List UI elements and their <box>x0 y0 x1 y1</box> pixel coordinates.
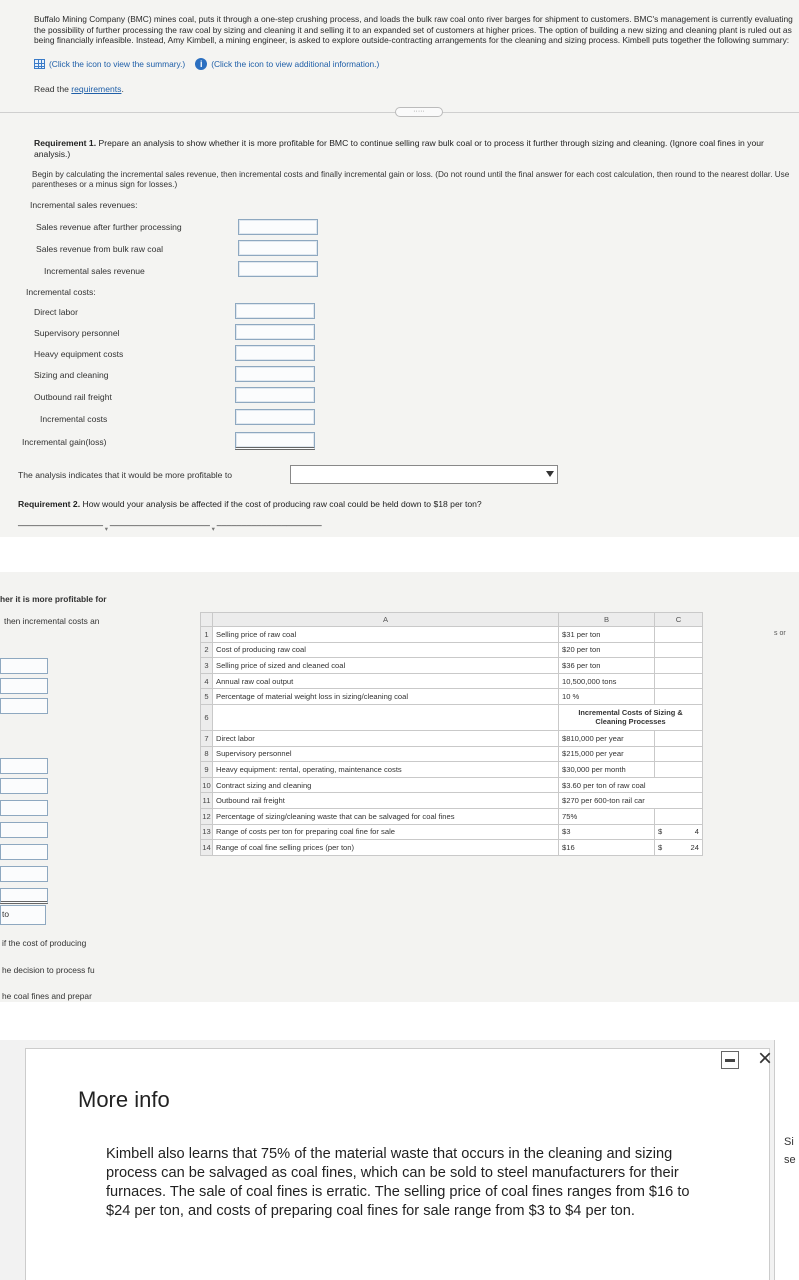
cell-c <box>655 824 703 840</box>
left-box-1[interactable] <box>0 658 48 674</box>
row-number: 4 <box>201 673 213 689</box>
left-cut-cost: if the cost of producing <box>2 938 87 948</box>
table-row <box>201 658 703 674</box>
info-icon[interactable]: i <box>195 58 207 70</box>
table-row <box>201 704 703 730</box>
input-incremental-costs[interactable] <box>235 409 315 425</box>
cell-a: Percentage of material weight loss in sizing/cleaning coal <box>213 689 559 705</box>
cell-a: Cost of producing raw coal <box>213 642 559 658</box>
label-incremental-costs-header: Incremental costs: <box>26 287 96 297</box>
req1-heading: Requirement 1. <box>34 138 97 148</box>
cell-b: 10 % <box>559 689 655 705</box>
input-outbound-rail[interactable] <box>235 387 315 403</box>
cell-c <box>655 840 703 856</box>
row-number: 12 <box>201 808 213 824</box>
cell-c <box>655 746 703 762</box>
row-number: 11 <box>201 793 213 809</box>
left-box-5[interactable] <box>0 778 48 794</box>
input-incremental-gain[interactable] <box>235 432 315 450</box>
row-number: 14 <box>201 840 213 856</box>
row-number: 7 <box>201 730 213 746</box>
table-row <box>201 762 703 778</box>
cell-a: Supervisory personnel <box>213 746 559 762</box>
input-incremental-sales-revenue[interactable] <box>238 261 318 277</box>
label-supervisory: Supervisory personnel <box>34 328 120 338</box>
expand-handle[interactable]: ····· <box>395 107 443 117</box>
cell-b: $36 per ton <box>559 658 655 674</box>
cell-c <box>655 673 703 689</box>
close-icon[interactable]: × <box>758 1045 773 1072</box>
cell-b: $215,000 per year <box>559 746 655 762</box>
cell-b: $3 <box>559 824 655 840</box>
table-row <box>201 808 703 824</box>
left-box-7[interactable] <box>0 822 48 838</box>
cell-a: Annual raw coal output <box>213 673 559 689</box>
cell-a: Selling price of raw coal <box>213 627 559 643</box>
incremental-costs-heading: Incremental Costs of Sizing & Cleaning Processes <box>559 704 703 730</box>
col-header-a: A <box>213 613 559 627</box>
cell-a <box>213 704 559 730</box>
left-box-6[interactable] <box>0 800 48 816</box>
cell-b: $30,000 per month <box>559 762 655 778</box>
requirements-link[interactable]: requirements <box>71 84 122 94</box>
cell-c <box>655 658 703 674</box>
problem-intro: Buffalo Mining Company (BMC) mines coal, puts it through a one-step crushing process, and loads the bulk raw coal onto river barges for shipment to customers. BMC's management is currently evaluating the possibility of further processing the raw coal by sizing and cleaning it and selling it to an expanded set of customers at higher prices. The option of building a new sizing and cleaning plant is ruled out as being financially infeasible. Instead, Amy Kimbell, a mining engineer, is asked to explore outside-contracting arrangements for the cleaning and sizing process. Kimbell puts together the following summary: <box>34 14 793 46</box>
table-row <box>201 689 703 705</box>
requirement-1-text <box>34 138 794 159</box>
row-number: 1 <box>201 627 213 643</box>
input-heavy-equipment[interactable] <box>235 345 315 361</box>
cell-c-value: 4 <box>694 827 699 837</box>
cell-c <box>655 627 703 643</box>
dialog-title: More info <box>78 1087 170 1112</box>
table-row <box>201 793 703 809</box>
label-incremental-sales-revenues: Incremental sales revenues: <box>30 200 138 210</box>
row-number: 9 <box>201 762 213 778</box>
req2-heading: Requirement 2. <box>18 499 81 509</box>
row-number: 6 <box>201 704 213 730</box>
cell-b: $31 per ton <box>559 627 655 643</box>
req1-instructions: Begin by calculating the incremental sales revenue, then incremental costs and finally incremental gain or loss. (Do not round until the final answer for each cost calculation, then round to the nearest dollar. Use parentheses or a minus sign for losses.) <box>32 170 790 189</box>
left-box-8[interactable] <box>0 844 48 860</box>
input-direct-labor[interactable] <box>235 303 315 319</box>
cell-a: Percentage of sizing/cleaning waste that can be salvaged for coal fines <box>213 808 559 824</box>
label-incremental-gain: Incremental gain(loss) <box>22 437 107 447</box>
cell-a: Range of costs per ton for preparing coal fine for sale <box>213 824 559 840</box>
table-row <box>201 777 703 793</box>
table-row <box>201 673 703 689</box>
read-suffix: . <box>121 84 124 94</box>
cell-b: $810,000 per year <box>559 730 655 746</box>
row-number: 8 <box>201 746 213 762</box>
label-outbound-rail: Outbound rail freight <box>34 392 112 402</box>
label-heavy-equipment: Heavy equipment costs <box>34 349 124 359</box>
requirement-2-text <box>18 499 482 509</box>
left-cut-2: then incremental costs an <box>4 616 100 626</box>
currency-symbol: $ <box>658 842 663 852</box>
more-info-panel <box>0 1040 799 1280</box>
summary-panel <box>0 572 799 1002</box>
table-row <box>201 627 703 643</box>
summary-link[interactable]: (Click the icon to view the summary.) <box>49 59 186 69</box>
dialog-body: Kimbell also learns that 75% of the material waste that occurs in the cleaning and sizing process can be salvaged as coal fines, which can be sold to steel manufacturers for their furnaces. The sale of coal fines is erratic. The selling price of coal fines ranges from $16 to $24 per ton, and costs of preparing coal fines for sale range from $3 to $4 per ton. <box>106 1146 690 1219</box>
cell-b: 75% <box>559 808 655 824</box>
table-grid-icon[interactable] <box>34 59 45 69</box>
right-edge-strip <box>774 1040 799 1280</box>
input-supervisory[interactable] <box>235 324 315 340</box>
col-header-b: B <box>559 613 655 627</box>
strip-text-2: se <box>784 1154 796 1166</box>
right-cut: s or <box>774 630 786 637</box>
input-sales-bulk[interactable] <box>238 240 318 256</box>
label-incremental-sales-revenue: Incremental sales revenue <box>44 266 145 276</box>
cell-a: Direct labor <box>213 730 559 746</box>
read-requirements <box>34 84 124 94</box>
label-direct-labor: Direct labor <box>34 307 78 317</box>
left-cut-decision: he decision to process fu <box>2 965 95 975</box>
left-cut-1: her it is more profitable for <box>0 594 107 604</box>
label-sales-bulk: Sales revenue from bulk raw coal <box>36 244 164 254</box>
cell-a: Selling price of sized and cleaned coal <box>213 658 559 674</box>
cell-b: $16 <box>559 840 655 856</box>
col-header-c: C <box>655 613 703 627</box>
row-number: 13 <box>201 824 213 840</box>
row-number: 10 <box>201 777 213 793</box>
currency-symbol: $ <box>658 827 663 837</box>
table-row <box>201 746 703 762</box>
cell-c <box>655 808 703 824</box>
label-sizing-cleaning: Sizing and cleaning <box>34 370 109 380</box>
summary-spreadsheet <box>200 612 703 856</box>
more-info-dialog <box>25 1045 773 1280</box>
req1-body: Prepare an analysis to show whether it is more profitable for BMC to continue selling raw bulk coal or to process it further through sizing and cleaning. (Ignore coal fines in your analysis.) <box>34 138 764 159</box>
strip-text-1: Si <box>784 1136 794 1148</box>
table-row <box>201 840 703 856</box>
cell-b: $270 per 600-ton rail car <box>559 793 703 809</box>
analysis-dropdown[interactable] <box>290 465 558 484</box>
left-cut-fines: he coal fines and prepar <box>2 991 92 1001</box>
input-sizing-cleaning[interactable] <box>235 366 315 382</box>
cell-c <box>655 730 703 746</box>
label-incremental-costs: Incremental costs <box>40 414 108 424</box>
analysis-prefix: The analysis indicates that it would be more profitable to <box>18 470 233 480</box>
cell-b: 10,500,000 tons <box>559 673 655 689</box>
left-box-3[interactable] <box>0 698 48 714</box>
summary-link-row <box>34 58 379 70</box>
row-number: 3 <box>201 658 213 674</box>
label-sales-after: Sales revenue after further processing <box>36 222 182 232</box>
cell-a: Heavy equipment: rental, operating, maintenance costs <box>213 762 559 778</box>
read-prefix: Read the <box>34 84 72 94</box>
cell-c <box>655 642 703 658</box>
cell-a: Outbound rail freight <box>213 793 559 809</box>
input-sales-after[interactable] <box>238 219 318 235</box>
left-box-2[interactable] <box>0 678 48 694</box>
cell-b: $20 per ton <box>559 642 655 658</box>
left-box-4[interactable] <box>0 758 48 774</box>
question-panel <box>0 0 799 537</box>
table-row <box>201 824 703 840</box>
info-link[interactable]: (Click the icon to view additional information.) <box>211 59 380 69</box>
req2-body: How would your analysis be affected if the cost of producing raw coal could be held down to $18 per ton? <box>80 499 482 509</box>
left-cut-to: to <box>2 909 9 919</box>
left-box-9[interactable] <box>0 866 48 882</box>
cell-c <box>655 689 703 705</box>
table-row <box>201 642 703 658</box>
table-row <box>201 730 703 746</box>
cell-c <box>655 762 703 778</box>
minimize-button[interactable] <box>721 1051 739 1069</box>
row-number: 2 <box>201 642 213 658</box>
chevron-down-icon <box>546 471 554 477</box>
cell-a: Contract sizing and cleaning <box>213 777 559 793</box>
cell-b: $3.60 per ton of raw coal <box>559 777 703 793</box>
cut-off-line: ▔▔▔▔▔▔▔▔▔▔▔▔▔▔▔▔▔ ▾ ▔▔▔▔▔▔▔▔▔▔▔▔▔▔▔▔▔▔▔▔ ▾ ▔▔▔▔▔▔▔▔▔▔▔▔▔▔▔▔▔▔▔▔▔ <box>18 526 322 533</box>
cell-c-value: 24 <box>690 842 699 852</box>
row-number: 5 <box>201 689 213 705</box>
left-box-10[interactable] <box>0 888 48 904</box>
cell-a: Range of coal fine selling prices (per ton) <box>213 840 559 856</box>
corner-cell <box>201 613 213 627</box>
